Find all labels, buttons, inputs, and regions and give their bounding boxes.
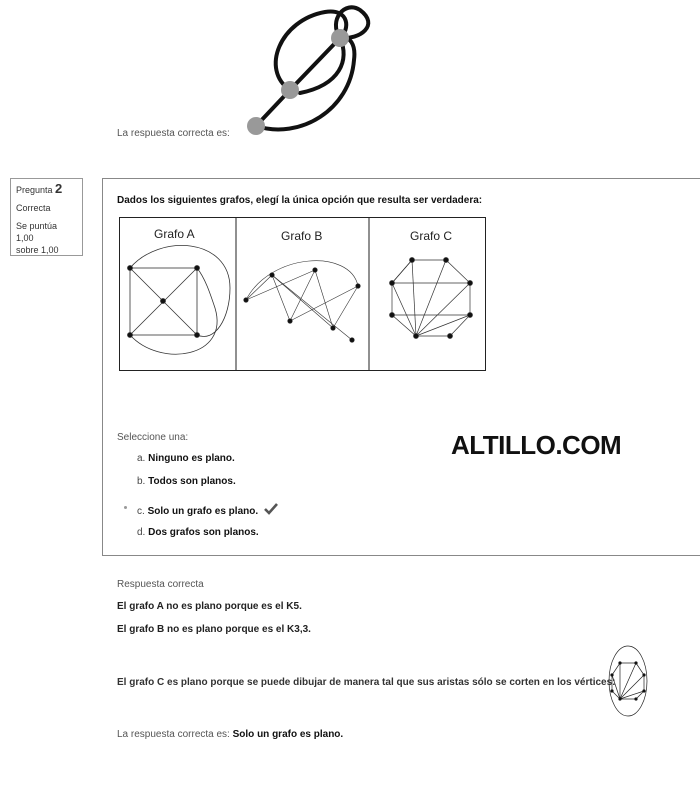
final-answer: [117, 729, 343, 740]
option-d[interactable]: [137, 527, 259, 538]
selected-radio[interactable]: [124, 506, 127, 509]
feedback-line-3: El grafo C es plano porque se puede dibujar de manera tal que sus aristas sólo se corten en los vértices:: [117, 677, 616, 688]
option-letter: d.: [137, 527, 146, 538]
final-answer-value: Solo un grafo es plano.: [232, 729, 344, 740]
question-number: [16, 183, 77, 196]
question-score: [16, 220, 77, 256]
option-text: Ninguno es plano.: [148, 453, 235, 464]
watermark: ALTILLO.COM: [451, 430, 622, 460]
question-text: Dados los siguientes grafos, elegí la única opción que resulta ser verdadera:: [117, 195, 483, 206]
question-number-value: 2: [55, 181, 63, 196]
feedback-line-1: El grafo A no es plano porque es el K5.: [117, 601, 302, 612]
feedback-title: Respuesta correcta: [117, 579, 204, 590]
select-one-label: Seleccione una:: [117, 432, 189, 443]
previous-answer-label: La respuesta correcta es:: [117, 128, 230, 139]
option-letter: b.: [137, 476, 146, 487]
score-line-2: sobre 1,00: [16, 245, 59, 255]
graph-c-planar-image: [604, 643, 654, 719]
question-status: Correcta: [16, 203, 51, 213]
option-text: Todos son planos.: [148, 476, 236, 487]
graphs-figure: [119, 217, 486, 371]
graph-b: [244, 261, 361, 343]
option-b[interactable]: [137, 476, 236, 487]
score-line-1: Se puntúa 1,00: [16, 221, 58, 243]
checkmark-icon: [264, 503, 278, 515]
option-letter: a.: [137, 453, 146, 464]
graph-c: [390, 258, 473, 339]
option-c[interactable]: [137, 503, 278, 517]
option-a[interactable]: [137, 453, 235, 464]
option-text: Solo un grafo es plano.: [147, 506, 259, 517]
graph-c-title: Grafo C: [410, 229, 453, 243]
feedback-line-2: El grafo B no es plano porque es el K3,3.: [117, 624, 311, 635]
option-text: Dos grafos son planos.: [148, 527, 259, 538]
graph-a-title: Grafo A: [154, 227, 195, 241]
graph-a: [128, 245, 231, 354]
question-label: Pregunta: [16, 185, 53, 195]
previous-answer-graph-image: [240, 0, 380, 140]
option-letter: c.: [137, 506, 145, 517]
graph-b-title: Grafo B: [281, 229, 323, 243]
final-answer-label: La respuesta correcta es:: [117, 729, 230, 740]
question-info-box: [10, 178, 83, 256]
